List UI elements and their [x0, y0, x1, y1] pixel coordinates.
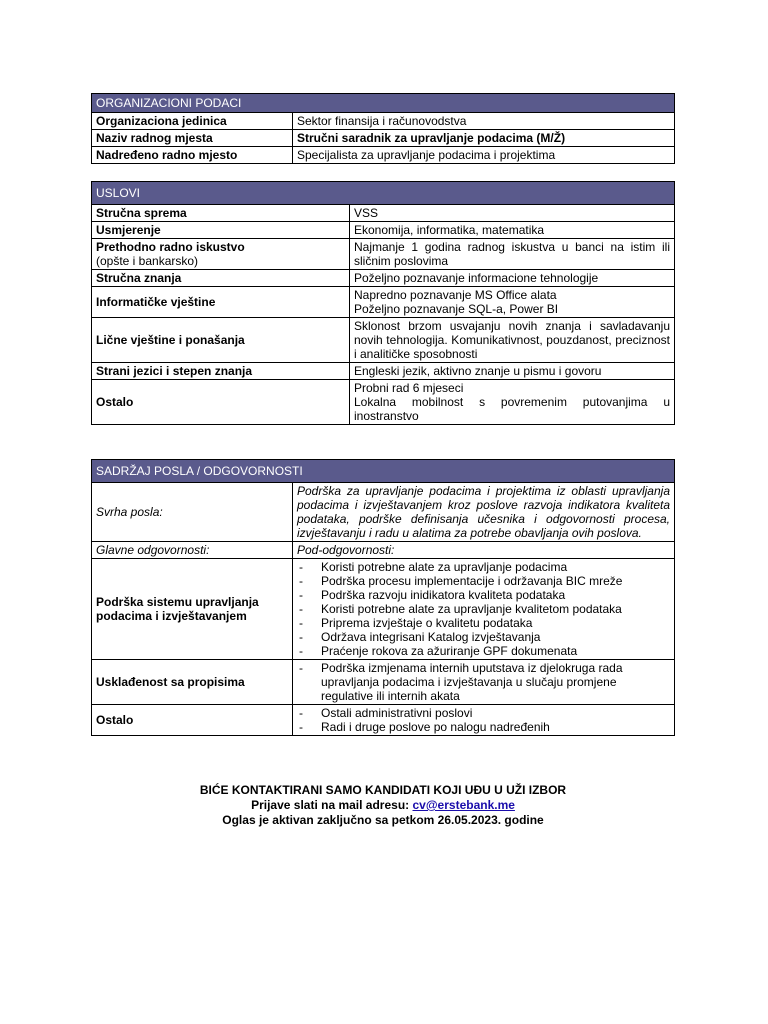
sadrzaj-label: Podrška sistemu upravljanja podacima i izvještavanjem [92, 559, 293, 660]
sadrzaj-value: Pod-odgovornosti: [293, 542, 675, 559]
org-table [91, 93, 675, 164]
uslovi-label: Stručna znanja [92, 270, 350, 287]
list-item: - Podrška procesu implementacije i održavanja BIC mreže [297, 574, 670, 588]
table-row [92, 559, 675, 660]
table-row [92, 483, 675, 542]
table-row [92, 130, 675, 147]
list-item: - Održava integrisani Katalog izvještavanja [297, 630, 670, 644]
uslovi-value: Sklonost brzom usvajanju novih znanja i savladavanju novih tehnologija. Komunikativnost, pouzdanost, preciznost i analitičke sposobnosti [350, 318, 675, 363]
uslovi-sublabel: (opšte i bankarsko) [96, 254, 199, 268]
table-row [92, 660, 675, 705]
table-row [92, 318, 675, 363]
uslovi-value-line: Probni rad 6 mjeseci [354, 381, 464, 395]
list-item: - Ostali administrativni poslovi [297, 706, 670, 720]
job-title: Stručni saradnik za upravljanje podacima (M/Ž) [293, 130, 675, 147]
sadrzaj-label: Ostalo [92, 705, 293, 736]
sadrzaj-list-cell [293, 559, 675, 660]
uslovi-label: Ostalo [92, 380, 350, 425]
table-row [92, 270, 675, 287]
table-row [92, 239, 675, 270]
sadrzaj-label: Usklađenost sa propisima [92, 660, 293, 705]
list-item: - Podrška izmjenama internih uputstava iz djelokruga rada upravljanja podacima i izvještavanja u slučaju promjene regulative ili internih akata [297, 661, 670, 703]
uslovi-value-line: Napredno poznavanje MS Office alata [354, 288, 557, 302]
org-label: Naziv radnog mjesta [92, 130, 293, 147]
table-row [92, 287, 675, 318]
footer-deadline: Oglas je aktivan zaključno sa petkom 26.05.2023. godine [222, 813, 544, 827]
list-item: - Priprema izvještaje o kvalitetu podataka [297, 616, 670, 630]
table-row [92, 222, 675, 239]
list-item: - Podrška razvoju inidikatora kvaliteta podataka [297, 588, 670, 602]
uslovi-value-cell [350, 380, 675, 425]
list-item: - Koristi potrebne alate za upravljanje podacima [297, 560, 670, 574]
footer-contact-text: Prijave slati na mail adresu: [251, 798, 413, 812]
uslovi-value-line: Poželjno poznavanje SQL-a, Power BI [354, 302, 559, 316]
uslovi-label: Prethodno radno iskustvo [96, 240, 245, 254]
footer-contact [91, 798, 675, 813]
uslovi-label-cell [92, 239, 350, 270]
org-label: Nadređeno radno mjesto [92, 147, 293, 164]
org-header-row [92, 94, 675, 113]
uslovi-label: Stručna sprema [92, 205, 350, 222]
uslovi-value-line: Lokalna mobilnost s povremenim putovanjima u inostranstvo [354, 395, 670, 423]
sadrzaj-value: Podrška za upravljanje podacima i projektima iz oblasti upravljanja podacima i izvještavanjem kroz poslove razvoja indikatora kvaliteta podataka, podrške definisanja učesnika i odgovornosti procesa, izvještavanju i radu u alatima za potrebe obavljanja ovih poslova. [293, 483, 675, 542]
uslovi-label: Lične vještine i ponašanja [92, 318, 350, 363]
table-row [92, 147, 675, 164]
email-link[interactable]: cv@erstebank.me [412, 798, 515, 812]
uslovi-label: Strani jezici i stepen znanja [92, 363, 350, 380]
ostalo-list [297, 706, 670, 734]
table-row [92, 113, 675, 130]
uskladjenost-list [297, 661, 670, 703]
uslovi-value-cell [350, 287, 675, 318]
table-row [92, 705, 675, 736]
org-label: Organizaciona jedinica [92, 113, 293, 130]
uslovi-table [91, 181, 675, 425]
footer-notice: BIĆE KONTAKTIRANI SAMO KANDIDATI KOJI UĐU U UŽI IZBOR [199, 783, 567, 797]
sadrzaj-header: SADRŽAJ POSLA / ODGOVORNOSTI [92, 460, 675, 483]
sadrzaj-label: Glavne odgovornosti: [92, 542, 293, 559]
uslovi-value: Ekonomija, informatika, matematika [350, 222, 675, 239]
uslovi-label: Informatičke vještine [92, 287, 350, 318]
uslovi-header: USLOVI [92, 182, 675, 205]
table-row [92, 363, 675, 380]
uslovi-value: VSS [350, 205, 675, 222]
sadrzaj-table [91, 459, 675, 736]
table-row [92, 380, 675, 425]
list-item: - Praćenje rokova za ažuriranje GPF dokumenata [297, 644, 670, 658]
table-row [92, 542, 675, 559]
list-item: - Koristi potrebne alate za upravljanje kvalitetom podataka [297, 602, 670, 616]
footer [91, 783, 675, 828]
uslovi-value: Engleski jezik, aktivno znanje u pismu i govoru [350, 363, 675, 380]
sadrzaj-list-cell [293, 660, 675, 705]
uslovi-label: Usmjerenje [92, 222, 350, 239]
podrska-list [297, 560, 670, 658]
sadrzaj-label: Svrha posla: [92, 483, 293, 542]
list-item: - Radi i druge poslove po nalogu nadređenih [297, 720, 670, 734]
table-row [92, 205, 675, 222]
uslovi-value: Poželjno poznavanje informacione tehnologije [350, 270, 675, 287]
org-value: Specijalista za upravljanje podacima i projektima [293, 147, 675, 164]
uslovi-header-row [92, 182, 675, 205]
uslovi-value: Najmanje 1 godina radnog iskustva u banci na istim ili sličnim poslovima [350, 239, 675, 270]
sadrzaj-list-cell [293, 705, 675, 736]
sadrzaj-header-row [92, 460, 675, 483]
org-value: Sektor finansija i računovodstva [293, 113, 675, 130]
org-header: ORGANIZACIONI PODACI [92, 94, 675, 113]
